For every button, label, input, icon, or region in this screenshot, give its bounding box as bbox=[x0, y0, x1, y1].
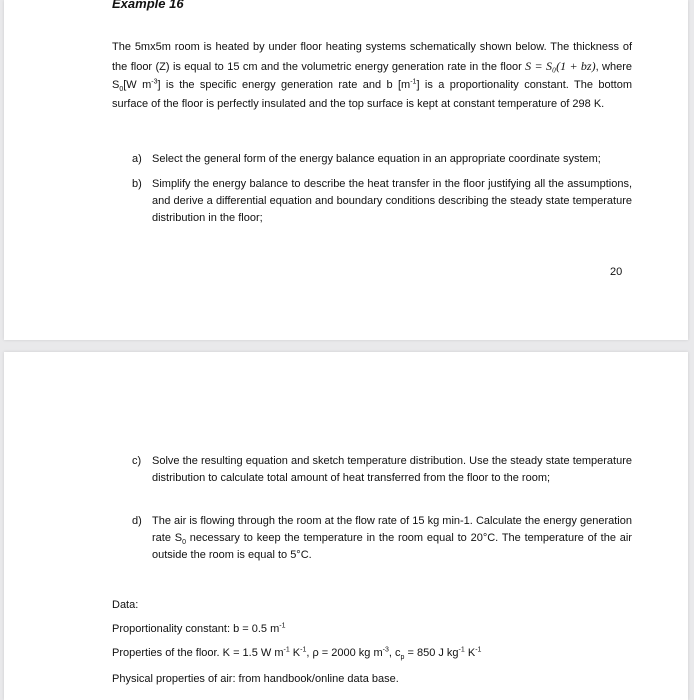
floor-prop-text-6: K bbox=[464, 647, 476, 659]
data-heading: Data: bbox=[112, 599, 139, 611]
question-d bbox=[132, 513, 632, 564]
page-1 bbox=[4, 0, 688, 340]
floor-prop-sup-1: -1 bbox=[283, 646, 290, 654]
unit-superscript-2: -1 bbox=[410, 78, 417, 86]
question-d-text-a: The air is flowing through the room at the flow rate of 15 kg min-1. Calculate the energy generation rate S bbox=[152, 515, 632, 544]
data-line-1-sup: -1 bbox=[279, 622, 286, 630]
s0-subscript: 0 bbox=[182, 539, 186, 547]
floor-prop-sup-2: -1 bbox=[300, 646, 307, 654]
question-c bbox=[132, 453, 632, 487]
question-a bbox=[132, 151, 632, 168]
data-proportionality-constant bbox=[112, 622, 285, 636]
statement-text-1: The 5mx5m room is heated by under floor heating systems schematically shown below. The thickness of the floor (Z) is equal to 15 cm and the volumetric energy generation rate in the floor bbox=[112, 41, 632, 73]
question-label: c) bbox=[132, 455, 142, 467]
question-label: d) bbox=[132, 515, 142, 527]
floor-prop-sup-4: -1 bbox=[458, 646, 465, 654]
floor-prop-text-2: K bbox=[289, 647, 301, 659]
page-2 bbox=[4, 352, 688, 700]
floor-prop-text-1: Properties of the floor. K = 1.5 W m bbox=[112, 647, 284, 659]
floor-prop-sub-p: p bbox=[400, 654, 405, 662]
question-d-text-b: necessary to keep the temperature in the room equal to 20°C. The temperature of the air outside the room is equal to 5°C. bbox=[152, 532, 632, 561]
generation-rate-formula: S = S₀(1 + bz) bbox=[525, 58, 596, 73]
data-floor-properties bbox=[112, 646, 481, 660]
example-title: Example 16 bbox=[112, 0, 184, 11]
floor-prop-sup-3: -3 bbox=[382, 646, 389, 654]
floor-prop-text-3: , ρ = 2000 kg m bbox=[306, 647, 383, 659]
s0-subscript: 0 bbox=[119, 86, 124, 94]
problem-statement bbox=[112, 38, 632, 113]
question-text bbox=[152, 513, 632, 564]
statement-text-3: [W m bbox=[123, 79, 152, 92]
page-number: 20 bbox=[610, 266, 623, 278]
floor-prop-text-5: = 850 J kg bbox=[404, 647, 459, 659]
data-line-1-text: Proportionality constant: b = 0.5 m bbox=[112, 623, 280, 635]
question-text: Simplify the energy balance to describe the heat transfer in the floor justifying all the assumptions, and derive a differential equation and boundary conditions describing the steady state temperature distribution in the floor; bbox=[152, 178, 632, 224]
question-text: Solve the resulting equation and sketch temperature distribution. Use the steady state temperature distribution to calculate total amount of heat transferred from the floor to the room; bbox=[152, 455, 632, 484]
floor-prop-sup-5: -1 bbox=[475, 646, 482, 654]
question-label: b) bbox=[132, 178, 142, 190]
question-b bbox=[132, 176, 632, 227]
statement-text-5: ] is a proportionality constant. The bottom surface of the floor is perfectly insulated and the top surface is kept at constant temperature of 298 K. bbox=[112, 79, 632, 110]
question-label: a) bbox=[132, 153, 142, 165]
unit-superscript-1: -3 bbox=[151, 78, 158, 86]
data-air-properties: Physical properties of air: from handbook/online data base. bbox=[112, 673, 399, 685]
statement-text-2: , where S bbox=[112, 60, 633, 92]
question-text: Select the general form of the energy balance equation in an appropriate coordinate system; bbox=[152, 153, 601, 165]
floor-prop-text-4: , c bbox=[388, 647, 401, 659]
statement-text-4: ] is the specific energy generation rate and b [m bbox=[157, 79, 411, 92]
